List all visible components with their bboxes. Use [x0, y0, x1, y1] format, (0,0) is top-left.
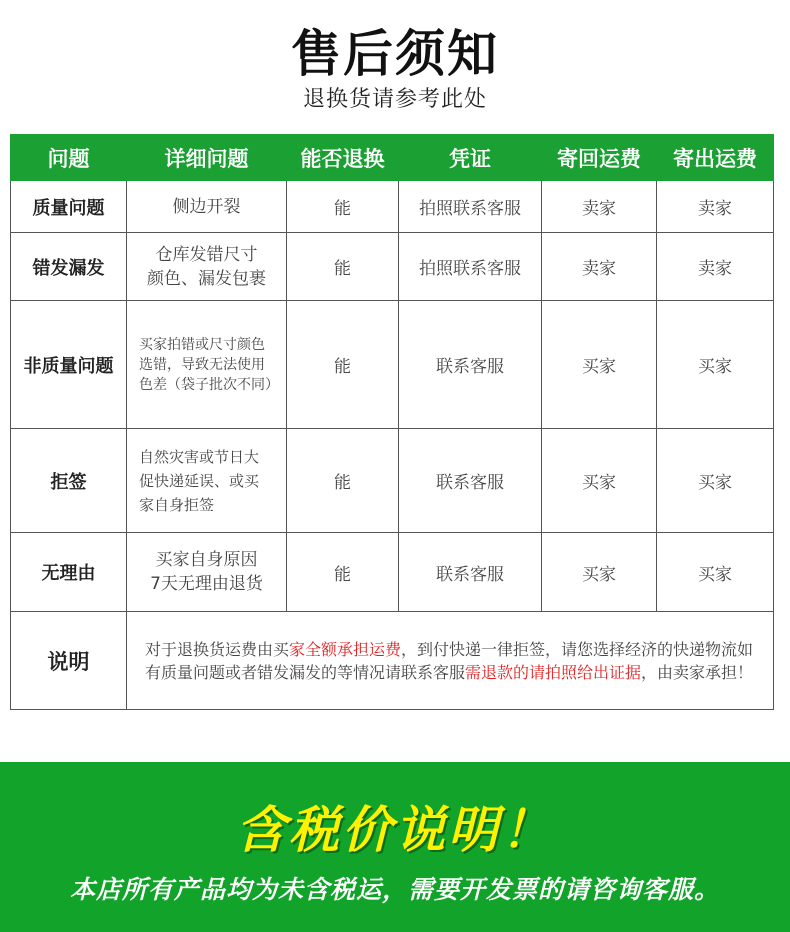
note-text-part: ，由卖家承担！ [641, 662, 754, 682]
row-proof: 拍照联系客服 [399, 181, 542, 233]
detail-line: 侧边开裂 [172, 196, 241, 217]
table-row [11, 429, 774, 533]
row-proof: 联系客服 [399, 429, 542, 533]
banner-title: 含税价说明！ [236, 801, 554, 859]
detail-line: 家自身拒签 [139, 495, 215, 514]
note-label: 说明 [11, 612, 127, 710]
row-detail [127, 181, 287, 233]
row-send-shipping: 卖家 [657, 181, 774, 233]
row-send-shipping: 买家 [657, 533, 774, 612]
row-category: 拒签 [11, 429, 127, 533]
detail-line: 促快递延误、或买 [139, 471, 260, 490]
row-send-shipping: 买家 [657, 429, 774, 533]
row-send-shipping: 买家 [657, 301, 774, 429]
row-returnable: 能 [287, 181, 399, 233]
col-header-return-shipping: 寄回运费 [542, 135, 657, 181]
row-proof: 联系客服 [399, 533, 542, 612]
banner-text: 本店所有产品均为未含税运，需要开发票的请咨询客服。 [69, 875, 720, 904]
col-header-returnable: 能否退换 [287, 135, 399, 181]
col-header-problem: 问题 [11, 135, 127, 181]
row-returnable: 能 [287, 233, 399, 301]
detail-line: 仓库发错尺寸 [155, 244, 258, 265]
row-proof: 联系客服 [399, 301, 542, 429]
detail-line: 买家拍错或尺寸颜色 [139, 336, 265, 353]
col-header-send-shipping: 寄出运费 [657, 135, 774, 181]
row-category: 无理由 [11, 533, 127, 612]
detail-line: 7天无理由退货 [150, 574, 263, 594]
row-return-shipping: 买家 [542, 429, 657, 533]
note-row [11, 612, 774, 710]
row-proof: 拍照联系客服 [399, 233, 542, 301]
note-text-part: ，到付快递一律拒签，请您选择经济的快递物流如有质量问题或者错发漏发的等情况请联系客服 [145, 639, 754, 682]
detail-line: 颜色、漏发包裹 [147, 268, 266, 289]
row-category: 质量问题 [11, 181, 127, 233]
detail-line: 选错，导致无法使用 [139, 356, 265, 373]
detail-line: 自然灾害或节日大 [139, 447, 260, 466]
detail-line: 色差（袋子批次不同） [139, 376, 279, 393]
table-row [11, 533, 774, 612]
page-title: 售后须知 [291, 25, 499, 83]
row-detail [127, 429, 287, 533]
row-category: 非质量问题 [11, 301, 127, 429]
row-detail [127, 533, 287, 612]
page-subtitle: 退换货请参考此处 [302, 87, 487, 112]
row-returnable: 能 [287, 429, 399, 533]
row-return-shipping: 买家 [542, 301, 657, 429]
detail-line: 买家自身原因 [155, 550, 258, 570]
row-send-shipping: 卖家 [657, 233, 774, 301]
tax-notice-banner [0, 762, 790, 932]
col-header-detail: 详细问题 [127, 135, 287, 181]
row-detail [127, 233, 287, 301]
row-returnable: 能 [287, 301, 399, 429]
col-header-proof: 凭证 [399, 135, 542, 181]
note-highlight: 家全额承担运费 [289, 639, 402, 659]
note-text-part: 对于退换货运费由买 [145, 639, 290, 659]
table-row [11, 233, 774, 301]
row-category: 错发漏发 [11, 233, 127, 301]
after-sales-table [10, 134, 774, 710]
table-row [11, 181, 774, 233]
note-highlight: 需退款的请拍照给出证据 [465, 662, 642, 682]
table-header-row [11, 135, 774, 181]
row-return-shipping: 买家 [542, 533, 657, 612]
row-returnable: 能 [287, 533, 399, 612]
table-row [11, 301, 774, 429]
row-detail [127, 301, 287, 429]
row-return-shipping: 卖家 [542, 181, 657, 233]
note-text [127, 612, 774, 710]
row-return-shipping: 卖家 [542, 233, 657, 301]
